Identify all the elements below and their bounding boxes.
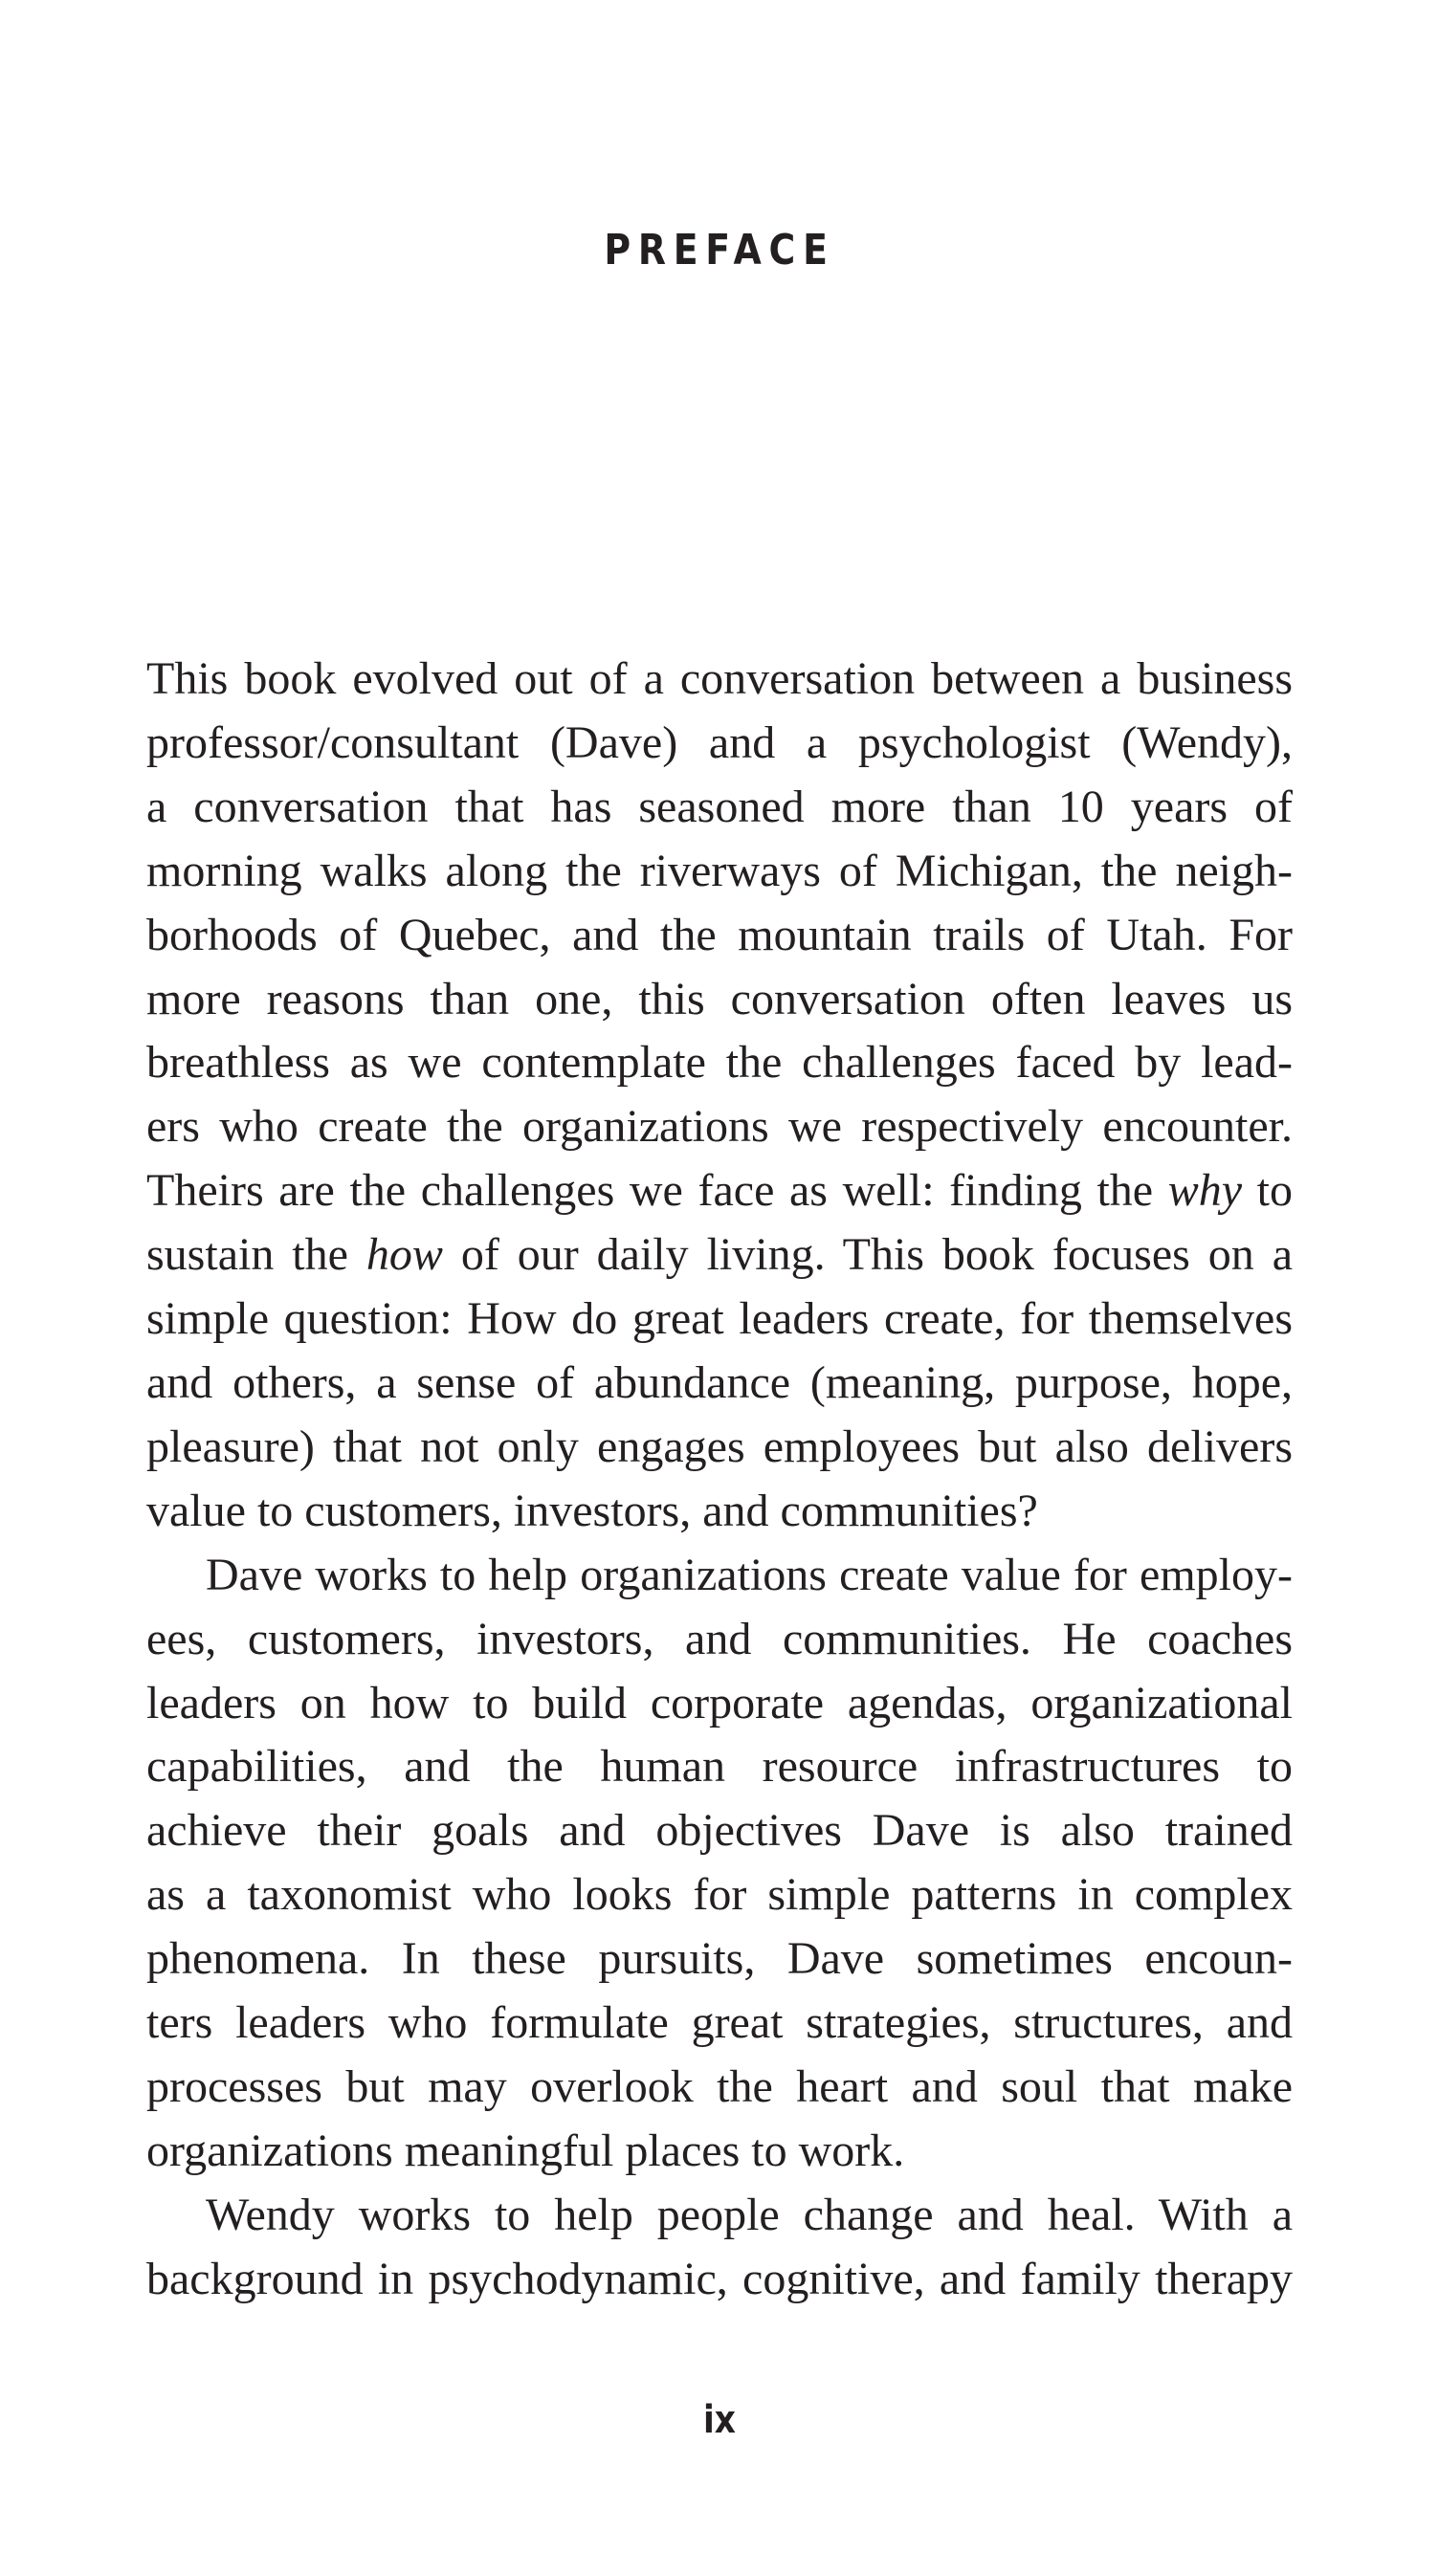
text-line: breathless as we contemplate the challenges faced by lead- [146, 1037, 1293, 1089]
text-line: as a taxonomist who looks for simple patterns in complex [146, 1869, 1293, 1921]
text-line: background in psychodynamic, cognitive, and family therapy [146, 2253, 1293, 2304]
text-line: professor/consultant (Dave) and a psychologist (Wendy), [146, 716, 1293, 768]
text-line: ers who create the organizations we respectively encounter. [146, 1101, 1293, 1153]
text-line [146, 1223, 1293, 1288]
text-segment: Dave works to help organizations create value for employ- [206, 1549, 1293, 1600]
text-line: ters leaders who formulate great strategies, structures, and [146, 1997, 1293, 2049]
text-segment: to [1242, 1165, 1293, 1217]
text-line: phenomena. In these pursuits, Dave sometimes encoun- [146, 1933, 1293, 1985]
text-line: capabilities, and the human resource infrastructures to [146, 1741, 1293, 1793]
chapter-title: PREFACE [604, 226, 835, 275]
text-line: pleasure) that not only engages employees but also delivers [146, 1420, 1293, 1472]
text-line: value to customers, investors, and communities? [146, 1485, 1038, 1536]
paragraph-2 [146, 1544, 1293, 2184]
text-line: ees, customers, investors, and communities. He coaches [146, 1613, 1293, 1664]
text-line: more reasons than one, this conversation often leaves us [146, 973, 1293, 1024]
text-segment: Theirs are the challenges we face as well: finding the [146, 1165, 1168, 1217]
text-line [146, 1159, 1293, 1223]
emphasis-how: how [365, 1229, 443, 1281]
paragraph-1 [146, 648, 1293, 1544]
body-text [146, 648, 1293, 2312]
text-line: leaders on how to build corporate agendas, organizational [146, 1677, 1293, 1728]
text-line: morning walks along the riverways of Michigan, the neigh- [146, 845, 1293, 896]
text-segment: sustain the [146, 1229, 366, 1281]
text-line: This book evolved out of a conversation between a business [146, 653, 1293, 704]
paragraph-3 [146, 2184, 1293, 2312]
text-line [146, 2184, 1293, 2248]
emphasis-why: why [1167, 1165, 1243, 1217]
text-line: a conversation that has seasoned more than 10 years of [146, 781, 1293, 832]
text-line: simple question: How do great leaders create, for themselves [146, 1293, 1293, 1345]
text-line [146, 1544, 1293, 1608]
text-line: borhoods of Quebec, and the mountain trails of Utah. For [146, 909, 1293, 960]
text-segment: Wendy works to help people change and heal. With a [206, 2189, 1293, 2240]
text-line: achieve their goals and objectives Dave is also trained [146, 1805, 1293, 1857]
text-line: and others, a sense of abundance (meaning, purpose, hope, [146, 1356, 1293, 1408]
text-line: processes but may overlook the heart and soul that make [146, 2060, 1293, 2112]
text-segment: of our daily living. This book focuses on a [442, 1229, 1293, 1281]
text-line: organizations meaningful places to work. [146, 2125, 905, 2176]
page-number: ix [703, 2398, 736, 2442]
